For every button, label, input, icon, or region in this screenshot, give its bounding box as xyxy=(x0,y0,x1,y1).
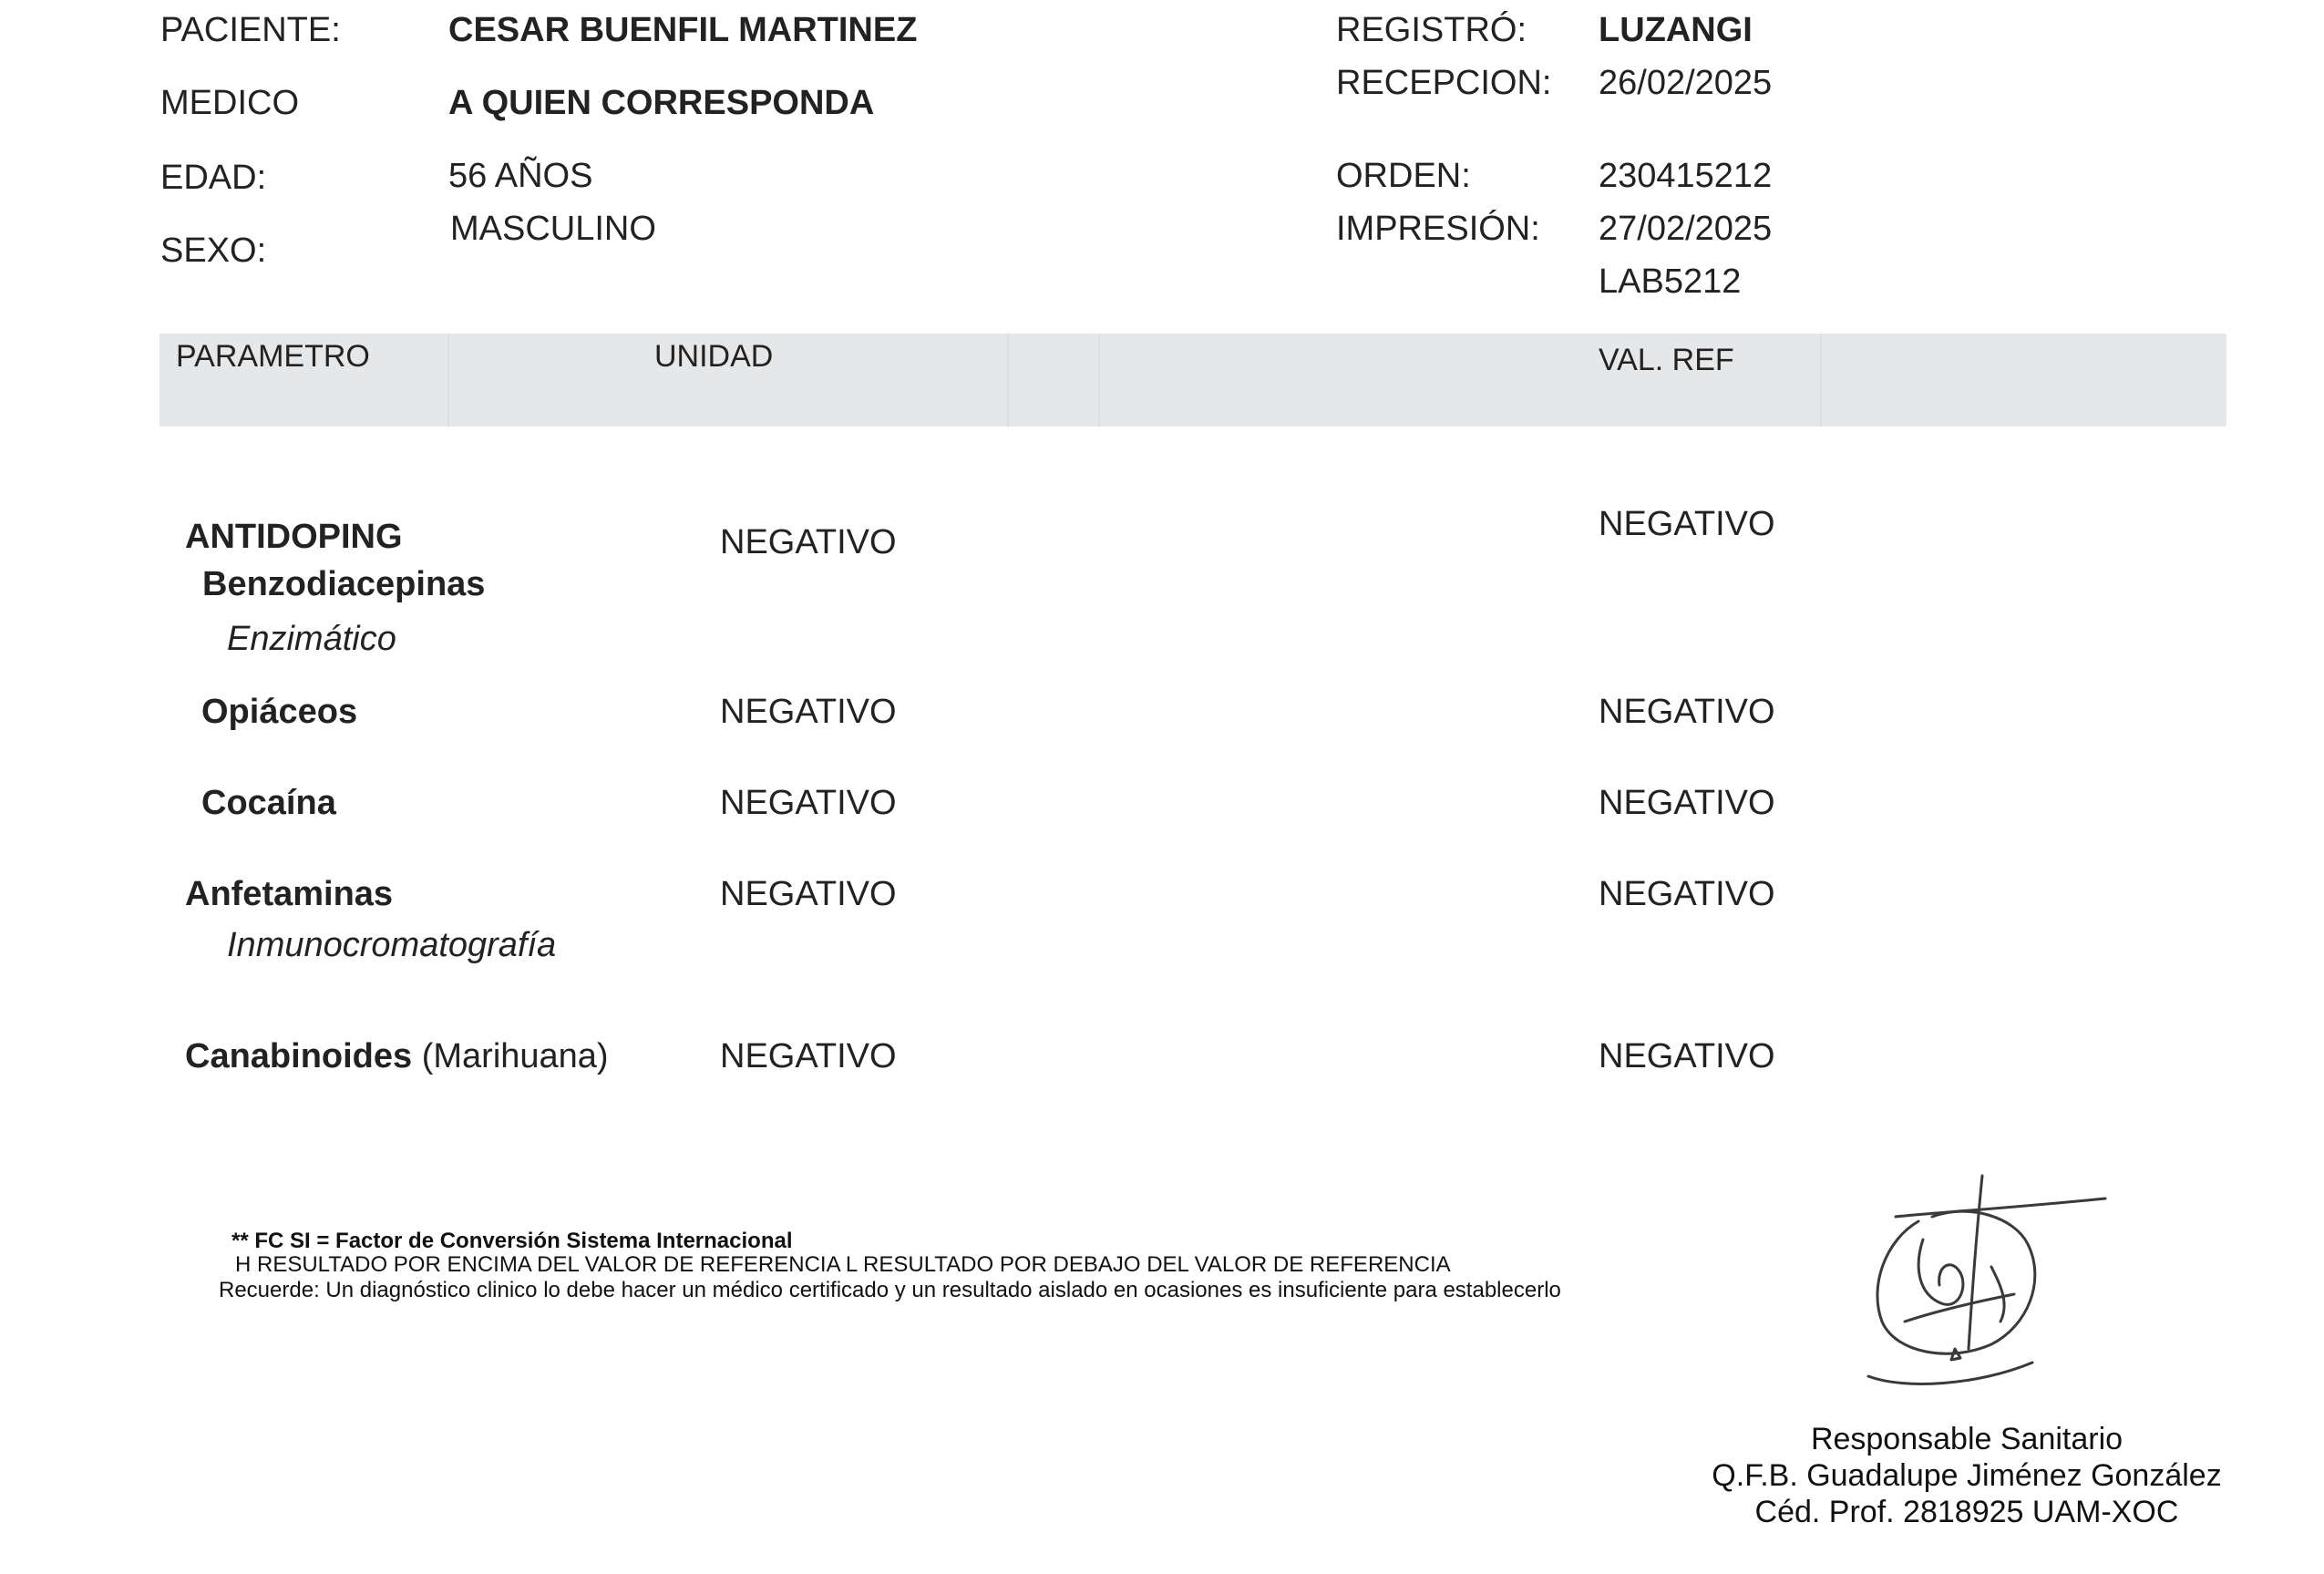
signature-name: Q.F.B. Guadalupe Jiménez González xyxy=(1712,1458,2222,1493)
order-number: 230415212 xyxy=(1599,157,1773,195)
registered-label: REGISTRÓ: xyxy=(1336,11,1527,49)
doctor-name: A QUIEN CORRESPONDA xyxy=(448,84,875,122)
column-divider xyxy=(1098,334,1100,427)
result-benzo: NEGATIVO xyxy=(720,523,897,561)
patient-name: CESAR BUENFIL MARTINEZ xyxy=(448,11,918,49)
group-title-antidoping: ANTIDOPING xyxy=(185,518,403,556)
column-header-ref: VAL. REF xyxy=(1599,343,1734,377)
sex-label: SEXO: xyxy=(160,231,267,270)
age-label: EDAD: xyxy=(160,159,267,197)
result-cannabis: NEGATIVO xyxy=(720,1037,897,1075)
handwritten-signature xyxy=(1832,1167,2133,1394)
ref-amphet: NEGATIVO xyxy=(1599,875,1775,913)
result-opiates: NEGATIVO xyxy=(720,693,897,731)
column-divider xyxy=(1007,334,1009,427)
lab-code: LAB5212 xyxy=(1599,262,1742,301)
result-cocaine: NEGATIVO xyxy=(720,784,897,822)
ref-benzo: NEGATIVO xyxy=(1599,505,1775,543)
signature-role: Responsable Sanitario xyxy=(1810,1422,2123,1456)
ref-cannabis: NEGATIVO xyxy=(1599,1037,1775,1075)
method-amphet: Inmunocromatografía xyxy=(227,926,557,964)
column-divider xyxy=(1820,334,1822,427)
note-fc-si: ** FC SI = Factor de Conversión Sistema Internacional xyxy=(231,1229,793,1253)
ref-opiates: NEGATIVO xyxy=(1599,693,1775,731)
result-amphet: NEGATIVO xyxy=(720,875,897,913)
patient-label: PACIENTE: xyxy=(160,11,341,49)
reception-date: 26/02/2025 xyxy=(1599,64,1773,102)
sex-value: MASCULINO xyxy=(450,210,656,248)
test-name-benzo: Benzodiacepinas xyxy=(202,565,486,603)
test-name-cannabis-suffix: (Marihuana) xyxy=(421,1037,609,1075)
test-name-cocaine: Cocaína xyxy=(201,784,336,822)
test-name-opiates: Opiáceos xyxy=(201,693,358,731)
table-header-band xyxy=(159,334,2226,427)
column-header-parameter: PARAMETRO xyxy=(176,339,370,374)
column-divider xyxy=(447,334,449,427)
test-row-cannabis xyxy=(185,1037,609,1076)
order-label: ORDEN: xyxy=(1336,157,1471,195)
column-header-unit: UNIDAD xyxy=(654,339,774,374)
method-benzo: Enzimático xyxy=(227,620,396,658)
test-name-cannabis: Canabinoides xyxy=(185,1037,413,1075)
reception-label: RECEPCION: xyxy=(1336,64,1552,102)
note-h-l-legend: H RESULTADO POR ENCIMA DEL VALOR DE REFERENCIA L RESULTADO POR DEBAJO DEL VALOR DE REFERENCIA xyxy=(235,1252,1451,1277)
ref-cocaine: NEGATIVO xyxy=(1599,784,1775,822)
registered-value: LUZANGI xyxy=(1599,11,1753,49)
age-value: 56 AÑOS xyxy=(448,157,593,195)
print-label: IMPRESIÓN: xyxy=(1336,210,1540,248)
note-disclaimer: Recuerde: Un diagnóstico clinico lo debe hacer un médico certificado y un resultado aislado en ocasiones es insuficiente para establecerlo xyxy=(219,1278,1561,1302)
doctor-label: MEDICO xyxy=(160,84,299,122)
print-date: 27/02/2025 xyxy=(1599,210,1773,248)
signature-license: Céd. Prof. 2818925 UAM-XOC xyxy=(1754,1495,2179,1529)
test-name-amphet: Anfetaminas xyxy=(185,875,394,913)
